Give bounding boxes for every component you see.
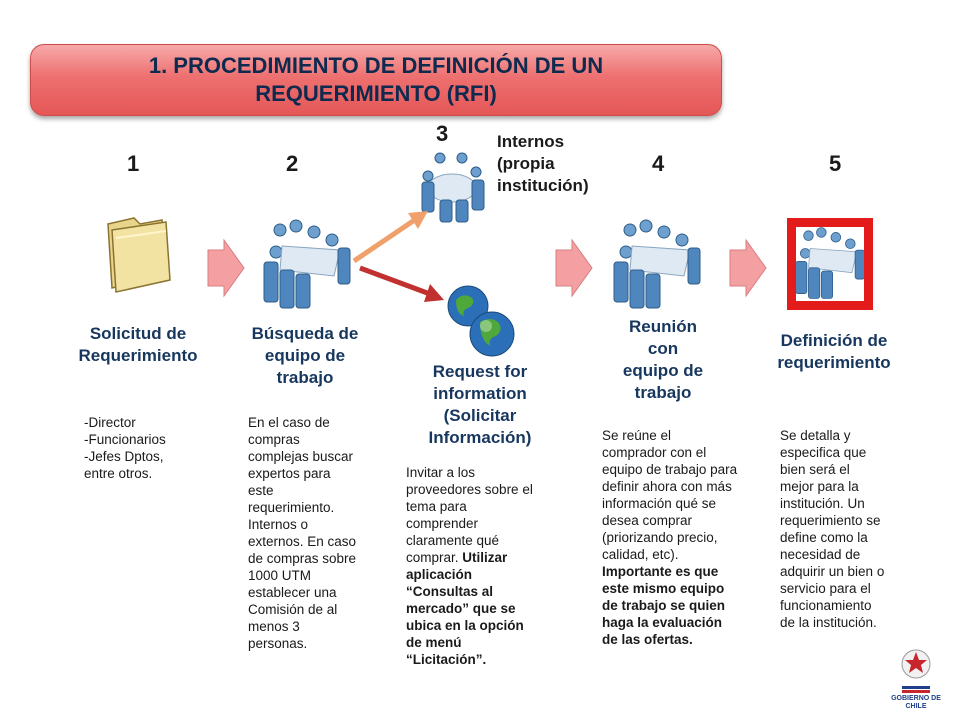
globe-icon xyxy=(440,282,520,362)
internal-branch-arrow xyxy=(352,205,432,265)
government-logo-text: GOBIERNO DE CHILE xyxy=(891,695,941,710)
step-3-description-text: Invitar a los proveedores sobre el tema para comprender claramente qué comprar. xyxy=(406,465,533,565)
step-1-label: Solicitud de Requerimiento xyxy=(78,324,198,365)
step-1-number: 1 xyxy=(127,151,140,176)
meeting-team-icon xyxy=(612,218,704,310)
step-4-description-emphasis: Importante es que este mismo equipo de trabajo se quien haga la evaluación de las ofertas. xyxy=(602,564,726,647)
step-3-number: 3 xyxy=(436,121,449,146)
step-2-label: Búsqueda de equipo de trabajo xyxy=(251,324,359,387)
step-5-number: 5 xyxy=(829,151,842,176)
step-3-description-emphasis: Utilizar aplicación “Consultas al mercado” que se ubica en la opción de menú “Licitación”. xyxy=(406,550,524,667)
external-branch-arrow xyxy=(358,262,448,306)
step-2-number: 2 xyxy=(286,151,299,176)
step-4-number: 4 xyxy=(652,151,665,176)
step-3-description xyxy=(406,464,562,668)
chevron-arrow-1 xyxy=(208,240,244,296)
step-5-description: Se detalla y especifica que bien será el mejor para la institución. Un requerimiento se define como la necesidad de adquirir un bien o servicio para el funcionamiento de la institución. xyxy=(780,428,885,630)
step-4-description-text: Se reúne el comprador con el equipo de trabajo para definir ahora con más información qué se desea comprar (priorizando precio, calidad, etc). xyxy=(602,428,738,562)
folder-icon xyxy=(104,216,174,296)
highlight-frame xyxy=(787,218,873,310)
page-title: 1. PROCEDIMIENTO DE DEFINICIÓN DE UN REQUERIMIENTO (RFI) xyxy=(148,53,604,106)
step-4-label: Reunión con equipo de trabajo xyxy=(622,317,704,402)
chevron-arrow-3 xyxy=(730,240,766,296)
chevron-arrow-2 xyxy=(556,240,592,296)
internal-branch-label: Internos (propia institución) xyxy=(497,132,589,195)
step-1-description: -Director -Funcionarios -Jefes Dptos, entre otros. xyxy=(84,415,166,481)
step-5-label: Definición de requerimiento xyxy=(777,331,891,372)
step-3-label: Request for information (Solicitar Información) xyxy=(428,362,532,447)
title-banner xyxy=(30,44,722,116)
step-4-description xyxy=(602,427,768,648)
step-2-description: En el caso de compras complejas buscar expertos para este requerimiento. Internos o externos. En caso de compras sobre 1000 UTM establecer una Comisión de al menos 3 personas. xyxy=(248,415,357,651)
meeting-team-icon xyxy=(262,218,354,310)
